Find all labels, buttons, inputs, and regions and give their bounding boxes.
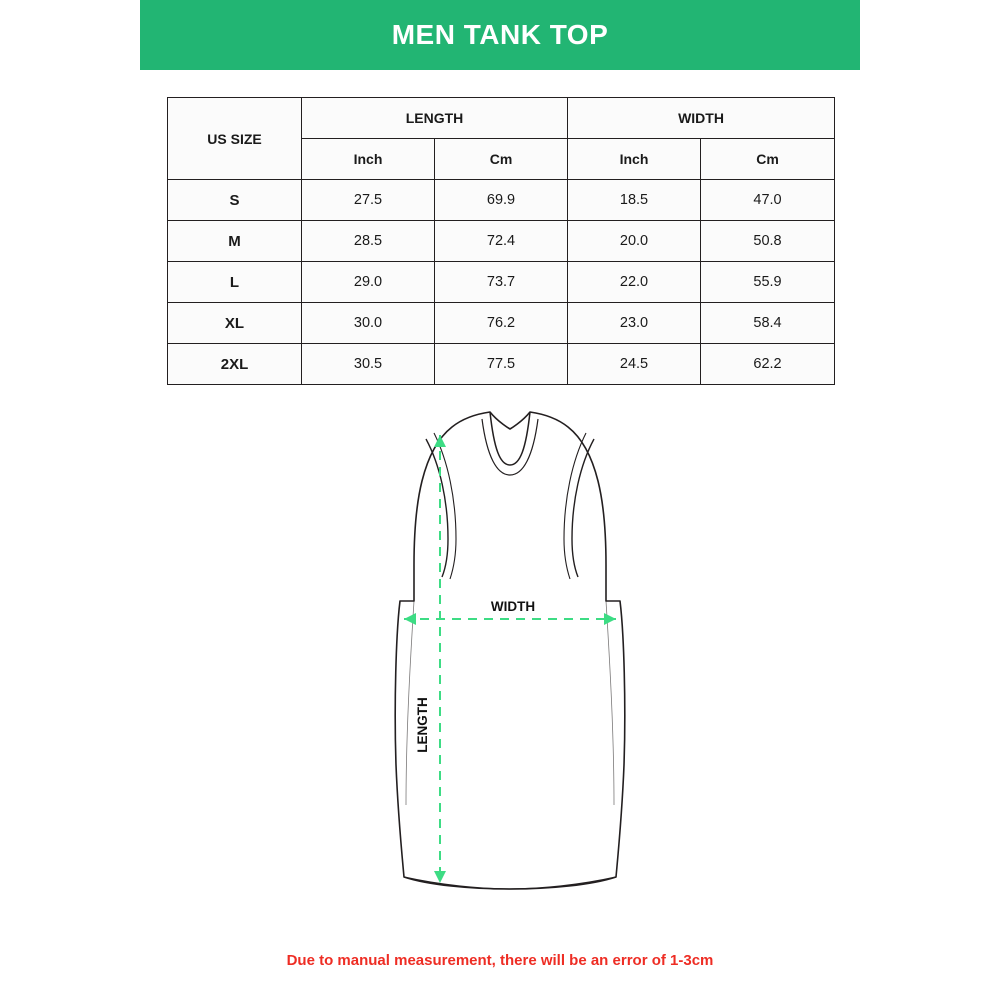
cell-length-cm: 73.7: [435, 262, 568, 303]
table-header-row: [168, 98, 835, 139]
unit-cell-length-inch: Inch: [302, 139, 435, 180]
cell-length-cm: 76.2: [435, 303, 568, 344]
measurement-disclaimer: Due to manual measurement, there will be an error of 1-3cm: [286, 952, 714, 969]
cell-width-inch: 24.5: [568, 344, 701, 385]
column-header-length: LENGTH: [302, 98, 568, 139]
cell-size: S: [168, 180, 302, 221]
page-title: MEN TANK TOP: [391, 19, 609, 50]
table-row: [168, 180, 835, 221]
cell-size: 2XL: [168, 344, 302, 385]
cell-width-cm: 50.8: [701, 221, 835, 262]
unit-cell-width-inch: Inch: [568, 139, 701, 180]
cell-size: XL: [168, 303, 302, 344]
length-label: LENGTH: [415, 697, 430, 753]
cell-length-cm: 77.5: [435, 344, 568, 385]
cell-width-cm: 55.9: [701, 262, 835, 303]
tank-top-diagram: [330, 405, 690, 915]
size-chart-table-container: [167, 97, 834, 385]
cell-length-inch: 29.0: [302, 262, 435, 303]
cell-width-inch: 23.0: [568, 303, 701, 344]
unit-cell-width-cm: Cm: [701, 139, 835, 180]
cell-width-inch: 20.0: [568, 221, 701, 262]
width-label: WIDTH: [490, 599, 536, 614]
cell-length-cm: 69.9: [435, 180, 568, 221]
unit-cell-length-cm: Cm: [435, 139, 568, 180]
cell-width-cm: 58.4: [701, 303, 835, 344]
header-banner: [140, 0, 860, 70]
cell-length-inch: 30.0: [302, 303, 435, 344]
cell-width-inch: 18.5: [568, 180, 701, 221]
cell-size: M: [168, 221, 302, 262]
table-row: [168, 303, 835, 344]
column-header-width: WIDTH: [568, 98, 835, 139]
cell-length-inch: 30.5: [302, 344, 435, 385]
cell-length-inch: 28.5: [302, 221, 435, 262]
column-header-us-size: US SIZE: [168, 98, 302, 180]
table-row: [168, 344, 835, 385]
cell-length-inch: 27.5: [302, 180, 435, 221]
cell-width-inch: 22.0: [568, 262, 701, 303]
cell-width-cm: 62.2: [701, 344, 835, 385]
cell-width-cm: 47.0: [701, 180, 835, 221]
cell-length-cm: 72.4: [435, 221, 568, 262]
tank-top-outline: [395, 412, 625, 889]
size-chart-table: [167, 97, 835, 385]
table-row: [168, 262, 835, 303]
cell-size: L: [168, 262, 302, 303]
table-row: [168, 221, 835, 262]
